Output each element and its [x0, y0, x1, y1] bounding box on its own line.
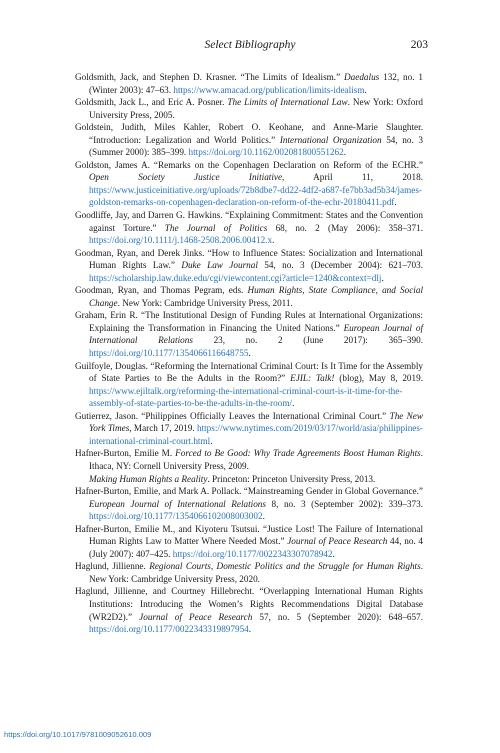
- entry-text: 54, no. 3 (Summer 2000): 385–399.: [89, 134, 423, 158]
- entry-link[interactable]: https://doi.org/10.1177/0022343307078942: [172, 548, 333, 559]
- entry-text: 8, no. 3 (September 2002): 339–373.: [265, 498, 423, 509]
- entry-title: The New York Times: [89, 410, 423, 434]
- entry-text: Goldstein, Judith, Miles Kahler, Robert O. Keohane, and Anne-Marie Slaughter. “Introduction: Legalization and World Politics.”: [75, 122, 423, 145]
- entry-text: .: [381, 272, 384, 283]
- footer-doi-link[interactable]: https://doi.org/10.1017/9781009052610.009: [4, 730, 152, 739]
- entry-text: .: [262, 511, 265, 522]
- entry-link[interactable]: https://www.nytimes.com/2019/03/17/world/asia/philippines-international-criminal-court.html: [89, 423, 423, 446]
- entry-text: .: [343, 147, 347, 158]
- entry-text: .: [210, 435, 213, 446]
- entry-title: Duke Law Journal: [181, 260, 258, 271]
- bibliography-entry: [75, 309, 423, 359]
- entry-text: 23, no. 2 (June 2017): 365–390.: [192, 335, 423, 346]
- entry-text: . Ithaca, NY: Cornell University Press, 2009.: [89, 448, 423, 471]
- bibliography-entry: [75, 585, 423, 635]
- entry-title: International Organization: [279, 134, 382, 145]
- entry-title: European Journal of International Relations: [89, 322, 424, 346]
- bibliography-entry: [75, 71, 423, 96]
- bibliography-entry: [75, 473, 423, 486]
- entry-title: Regional Courts, Domestic Politics and the Struggle for Human Rights: [149, 561, 421, 572]
- entry-text: Haglund, Jillienne, and Courtney Hillebrecht. “Overlapping International Human Rights Institutions: Introducing the Women’s Rights Recommendations Digital Database (WR2D2).”: [75, 586, 423, 622]
- entry-text: .: [292, 398, 295, 409]
- entry-text: Haglund, Jillienne.: [75, 561, 150, 572]
- entry-text: Goldston, James A. “Remarks on the Copenhagen Declaration on Reform of the ECHR.”: [75, 159, 423, 170]
- bibliography-entry: [75, 96, 423, 121]
- entry-link[interactable]: https://doi.org/10.1111/j.1468-2508.2006.00412.x: [89, 235, 273, 246]
- bibliography-entry: [75, 121, 423, 159]
- entry-text: 68, no. 2 (May 2006): 358–371.: [267, 222, 424, 233]
- entry-link[interactable]: https://www.amacad.org/publication/limits-idealism: [173, 84, 365, 95]
- entry-link[interactable]: https://doi.org/10.1177/0022343319897954: [89, 624, 249, 635]
- entry-title: Journal of Peace Research: [139, 611, 253, 622]
- entry-text: Goldsmith, Jack, and Stephen D. Krasner. “The Limits of Idealism.”: [75, 72, 345, 82]
- bibliography-entry: [75, 209, 423, 247]
- entry-link[interactable]: https://doi.org/10.1177/1354066116648755: [89, 348, 249, 359]
- entry-text: , March 17, 2019.: [129, 423, 197, 434]
- entry-text: . New York: Oxford University Press, 2005.: [89, 97, 423, 120]
- entry-title: Forced to Be Good: Why Trade Agreements Boost Human Rights: [175, 448, 421, 459]
- entry-text: (blog), May 8, 2019.: [334, 373, 424, 384]
- entry-title: Open Society Justice Initiative: [89, 172, 283, 183]
- entry-text: .: [332, 548, 335, 559]
- bibliography-entry: [75, 247, 423, 285]
- entry-title: EJIL: Talk!: [290, 373, 335, 384]
- entry-text: 54, no. 3 (December 2004): 621–703.: [257, 260, 424, 271]
- entry-text: . New York: Cambridge University Press, 2020.: [89, 561, 423, 584]
- entry-text: 132, no. 1 (Winter 2003): 47–63.: [89, 72, 423, 95]
- bibliography-entry: [75, 284, 423, 309]
- bibliography-entry: [75, 159, 423, 209]
- bibliography-entry: [75, 360, 423, 410]
- bibliography-entry: [75, 560, 423, 585]
- entry-text: 57, no. 5 (September 2020): 648–657.: [252, 611, 423, 622]
- entry-text: Guilfoyle, Douglas. “Reforming the International Criminal Court: Is It Time for the Assembly of State Parties to Be the Adults in the Room?”: [75, 360, 423, 384]
- page-number: 203: [410, 39, 428, 51]
- bibliography-entry: [75, 447, 423, 472]
- entry-text: Hafner-Burton, Emilie M.: [75, 448, 176, 459]
- entry-title: Daedalus: [344, 72, 380, 82]
- entry-text: .: [394, 197, 397, 208]
- entry-link[interactable]: https://scholarship.law.duke.edu/cgi/viewcontent.cgi?article=1240&context=dlj: [89, 272, 382, 283]
- entry-title: Human Rights, State Compliance, and Social Change: [89, 285, 423, 308]
- bibliography-entry: [75, 523, 423, 561]
- bibliography-entry: [75, 410, 423, 448]
- entry-text: Hafner-Burton, Emilie, and Mark A. Pollack. “Mainstreaming Gender in Global Governance.”: [75, 486, 423, 497]
- entry-text: Goldsmith, Jack L., and Eric A. Posner.: [75, 97, 228, 108]
- bibliography-list: [75, 71, 423, 636]
- entry-text: Goodliffe, Jay, and Darren G. Hawkins. “Explaining Commitment: States and the Convention against Torture.”: [75, 210, 423, 233]
- entry-text: Hafner-Burton, Emilie M., and Kiyoteru Tsutsui. “Justice Lost! The Failure of International Human Rights Law to Matter Where Needed Most.”: [75, 523, 423, 547]
- page-header: [0, 39, 500, 55]
- entry-text: . New York: Cambridge University Press, 2011.: [117, 297, 293, 308]
- entry-text: 44, no. 4 (July 2007): 407–425.: [89, 536, 424, 559]
- entry-title: Journal of Peace Research: [287, 536, 388, 547]
- entry-title: Making Human Rights a Reality: [89, 473, 208, 484]
- entry-title: The Limits of International Law: [227, 97, 348, 108]
- entry-link[interactable]: https://doi.org/10.1162/002081800551262: [188, 147, 344, 158]
- entry-text: Graham, Erin R. “The Institutional Design of Funding Rules at International Organizations: Explaining the Transformation in Financing the United Nations.”: [75, 310, 423, 333]
- bibliography-entry: [75, 485, 423, 523]
- entry-title: The Journal of Politics: [164, 222, 268, 233]
- entry-text: .: [248, 624, 252, 635]
- entry-link[interactable]: https://www.ejiltalk.org/reforming-the-international-criminal-court-is-it-time-for-the-assembly-of-state-parties-to-be-the-adults-in-the-room/: [89, 385, 403, 409]
- entry-text: Goodman, Ryan, and Thomas Pegram, eds.: [75, 285, 248, 296]
- entry-title: European Journal of International Relations: [89, 498, 266, 509]
- entry-text: . Princeton: Princeton University Press, 2013.: [207, 473, 376, 484]
- entry-text: .: [364, 84, 367, 95]
- entry-link[interactable]: https://www.justiceinitiative.org/uploads/72b8dbe7-dd22-4df2-a687-fe7bb3ad5b34/james-goldston-remarks-on-copenhagen-declaration-on-reform-of-the-echr-20180411.pdf: [89, 184, 422, 208]
- entry-link[interactable]: https://doi.org/10.1177/1354066102008003002: [89, 511, 263, 522]
- entry-text: , April 11, 2018.: [282, 172, 423, 183]
- entry-text: .: [272, 235, 275, 246]
- entry-text: .: [248, 348, 251, 359]
- entry-text: Gutierrez, Jason. “Philippines Officially Leaves the International Criminal Court.”: [75, 410, 390, 421]
- entry-text: Goodman, Ryan, and Derek Jinks. “How to Influence States: Socialization and International Human Rights Law.”: [75, 247, 423, 271]
- running-title: Select Bibliography: [204, 39, 296, 51]
